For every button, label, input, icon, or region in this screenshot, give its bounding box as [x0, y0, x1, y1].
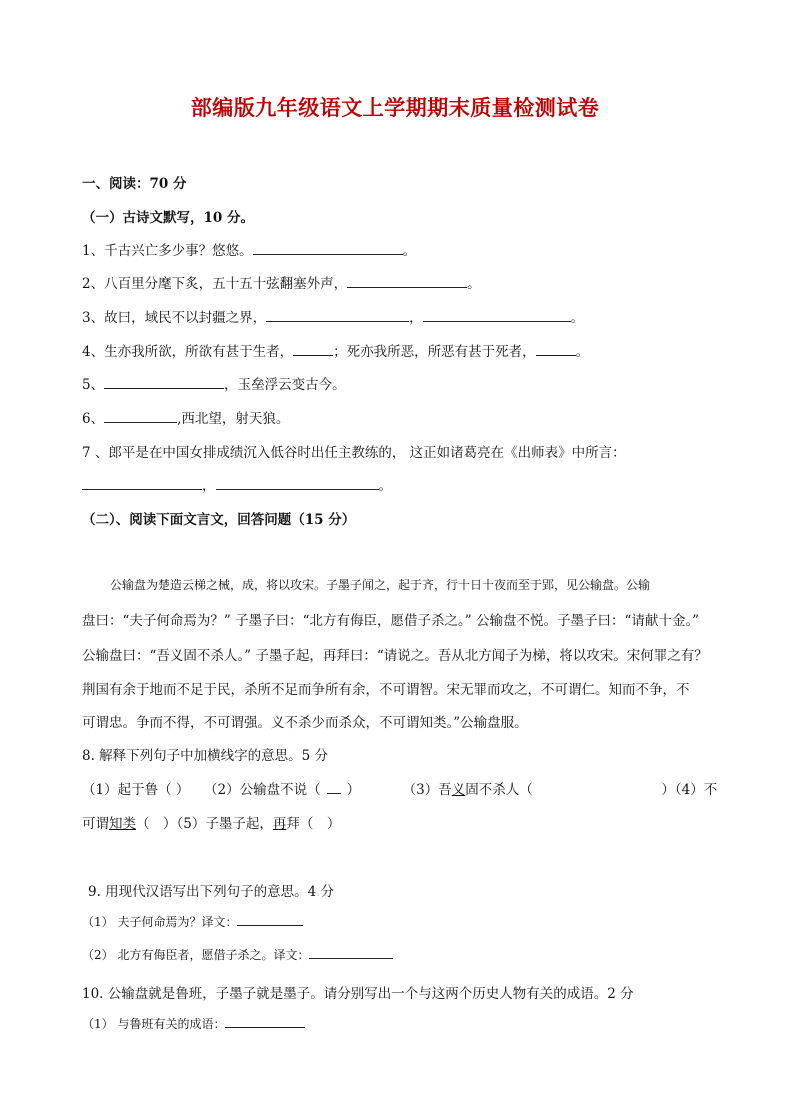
- question-10-title: 10. 公输盘就是鲁班，子墨子就是墨子。请分别写出一个与这两个历史人物有关的成语。2 分: [82, 986, 634, 1002]
- punct: 。: [570, 310, 585, 326]
- q8-part-1: （1）起于鲁（ ）: [82, 782, 190, 798]
- question-1: [82, 239, 416, 259]
- underlined-word: 再: [272, 816, 287, 832]
- answer-blank[interactable]: [536, 343, 576, 356]
- question-4-text: 4、生亦我所欲，所欲有甚于生者，: [82, 344, 294, 360]
- question-5-number: 5、: [82, 377, 105, 393]
- punct: ，: [409, 310, 423, 326]
- answer-blank[interactable]: [104, 410, 177, 423]
- answer-blank[interactable]: [293, 343, 333, 356]
- answer-blank[interactable]: [423, 309, 571, 322]
- passage-line-3: 公输盘曰：“吾义固不杀人。” 子墨子起，再拜曰：“请说之。吾从北方闻子为梯，将以攻宋。宋何罪之有？: [82, 648, 708, 664]
- question-4-text-2: ；死亦我所恶，所恶有甚于死者，: [333, 344, 536, 360]
- exam-title: 部编版九年级语文上学期期末质量检测试卷: [190, 95, 600, 120]
- answer-blank[interactable]: [82, 477, 202, 490]
- question-10-sub-1: [82, 1015, 305, 1032]
- answer-blank[interactable]: [347, 275, 467, 288]
- punct: ，: [202, 478, 216, 494]
- question-9-sub-2: [82, 946, 393, 963]
- passage-line-1: 公输盘为楚造云梯之械，成，将以攻宋。子墨子闻之，起于齐，行十日十夜而至于郢，见公输盘。公输: [110, 578, 651, 592]
- q8-line2-text-c: 拜（ ）: [286, 816, 341, 832]
- q8-part-4: ）（4）不: [661, 782, 718, 798]
- passage-line-5: 可谓忠。争而不得，不可谓强。义不杀少而杀众，不可谓知类。”公输盘服。: [82, 715, 528, 731]
- question-8-line-2: [82, 812, 340, 832]
- question-6-text: ,西北望，射天狼。: [177, 411, 290, 427]
- passage-line-4: 荆国有余于地而不足于民，杀所不足而争所有余，不可谓智。宋无罪而攻之，不可谓仁。知而不争，不: [82, 682, 690, 698]
- subsection-poetry-heading: （一）古诗文默写，10 分。: [82, 210, 254, 226]
- answer-blank[interactable]: [327, 781, 341, 794]
- question-9-title: 9. 用现代汉语写出下列句子的意思。4 分: [88, 884, 335, 900]
- q8-part-2: （2）公输盘不说（: [203, 782, 321, 798]
- punct: 。: [467, 276, 481, 292]
- question-6: [82, 407, 289, 427]
- question-8-line-1: [82, 778, 717, 798]
- underlined-word: 义: [451, 782, 466, 798]
- q8-part-3: （3）吾: [402, 782, 452, 798]
- answer-blank[interactable]: [104, 376, 224, 389]
- answer-blank[interactable]: [225, 1015, 305, 1028]
- answer-blank[interactable]: [253, 242, 403, 255]
- answer-blank[interactable]: [216, 477, 379, 490]
- punct: 。: [575, 344, 590, 360]
- question-3: [82, 306, 584, 326]
- punct: ）: [346, 782, 361, 798]
- question-1-text: 1、千古兴亡多少事？悠悠。: [82, 243, 253, 259]
- subsection-classical-heading: （二）、阅读下面文言文，回答问题（15 分）: [82, 512, 356, 528]
- passage-line-2: 盘曰：“夫子何命焉为？” 子墨子曰：“北方有侮臣，愿借子杀之。” 公输盘不悦。子墨子曰：“请献十金。”: [82, 613, 699, 629]
- question-7: 7 、郎平是在中国女排成绩沉入低谷时出任主教练的， 这正如诸葛亮在《出师表》中所言：: [82, 445, 626, 461]
- punct: 。: [378, 478, 392, 494]
- question-7-answer: [82, 474, 392, 494]
- question-3-text: 3、故曰，域民不以封疆之界，: [82, 310, 267, 326]
- answer-blank[interactable]: [237, 913, 303, 926]
- q9-sub2-text: （2） 北方有侮臣者，愿借子杀之。译文：: [82, 948, 310, 962]
- q10-sub1-text: （1） 与鲁班有关的成语：: [82, 1017, 226, 1031]
- q8-line2-text: 可谓: [82, 816, 109, 832]
- answer-blank[interactable]: [266, 309, 409, 322]
- question-6-number: 6、: [82, 411, 105, 427]
- question-5: [82, 373, 346, 393]
- q8-line2-text-b: （ ）（5）子墨子起，: [136, 816, 273, 832]
- question-2-text: 2、八百里分麾下炙，五十五十弦翻塞外声，: [82, 276, 348, 292]
- question-4: [82, 340, 589, 360]
- question-2: [82, 272, 481, 292]
- question-8-title: 8. 解释下列句子中加横线字的意思。5 分: [82, 748, 329, 764]
- underlined-word: 知类: [109, 816, 136, 832]
- q8-part-3b: 固不杀人（: [465, 782, 533, 798]
- q9-sub1-text: （1） 夫子何命焉为？译文：: [82, 915, 238, 929]
- question-5-text: ，玉垒浮云变古今。: [224, 377, 346, 393]
- punct: 。: [402, 243, 417, 259]
- question-9-sub-1: [82, 913, 303, 930]
- section-reading-heading: 一、阅读：70 分: [82, 176, 187, 192]
- answer-blank[interactable]: [309, 946, 393, 959]
